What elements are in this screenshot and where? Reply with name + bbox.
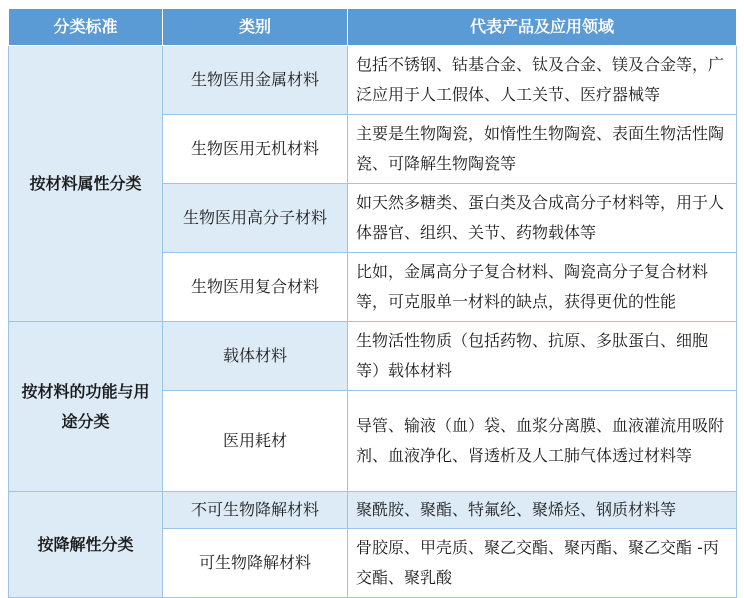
header-products: 代表产品及应用领域: [348, 9, 737, 46]
header-standard: 分类标准: [9, 9, 163, 46]
type-cell: 医用耗材: [163, 391, 348, 492]
type-cell: 生物医用金属材料: [163, 46, 348, 115]
products-cell: 包括不锈钢、钴基合金、钛及合金、镁及合金等，广泛应用于人工假体、人工关节、医疗器械等: [348, 46, 737, 115]
products-cell: 比如，金属高分子复合材料、陶瓷高分子复合材料等，可克服单一材料的缺点，获得更优的性能: [348, 253, 737, 322]
products-cell: 主要是生物陶瓷，如惰性生物陶瓷、表面生物活性陶瓷、可降解生物陶瓷等: [348, 115, 737, 184]
table-row: [9, 322, 737, 391]
category-degradability: 按降解性分类: [9, 492, 163, 598]
type-cell: 可生物降解材料: [163, 529, 348, 598]
table-row: [9, 46, 737, 115]
header-type: 类别: [163, 9, 348, 46]
products-cell: 生物活性物质（包括药物、抗原、多肽蛋白、细胞等）载体材料: [348, 322, 737, 391]
type-cell: 不可生物降解材料: [163, 492, 348, 529]
classification-table: [8, 8, 737, 598]
type-cell: 载体材料: [163, 322, 348, 391]
type-cell: 生物医用高分子材料: [163, 184, 348, 253]
type-cell: 生物医用无机材料: [163, 115, 348, 184]
products-cell: 骨胶原、甲壳质、聚乙交酯、聚丙酯、聚乙交酯 -丙交酯、聚乳酸: [348, 529, 737, 598]
products-cell: 导管、输液（血）袋、血浆分离膜、血液灌流用吸附剂、血液净化、肾透析及人工肺气体透过材料等: [348, 391, 737, 492]
category-function-use: 按材料的功能与用途分类: [9, 322, 163, 492]
products-cell: 如天然多糖类、蛋白类及合成高分子材料等，用于人体器官、组织、关节、药物载体等: [348, 184, 737, 253]
header-row: [9, 9, 737, 46]
products-cell: 聚酰胺、聚酯、特氟纶、聚烯烃、钢质材料等: [348, 492, 737, 529]
category-material-property: 按材料属性分类: [9, 46, 163, 322]
table-row: [9, 492, 737, 529]
type-cell: 生物医用复合材料: [163, 253, 348, 322]
